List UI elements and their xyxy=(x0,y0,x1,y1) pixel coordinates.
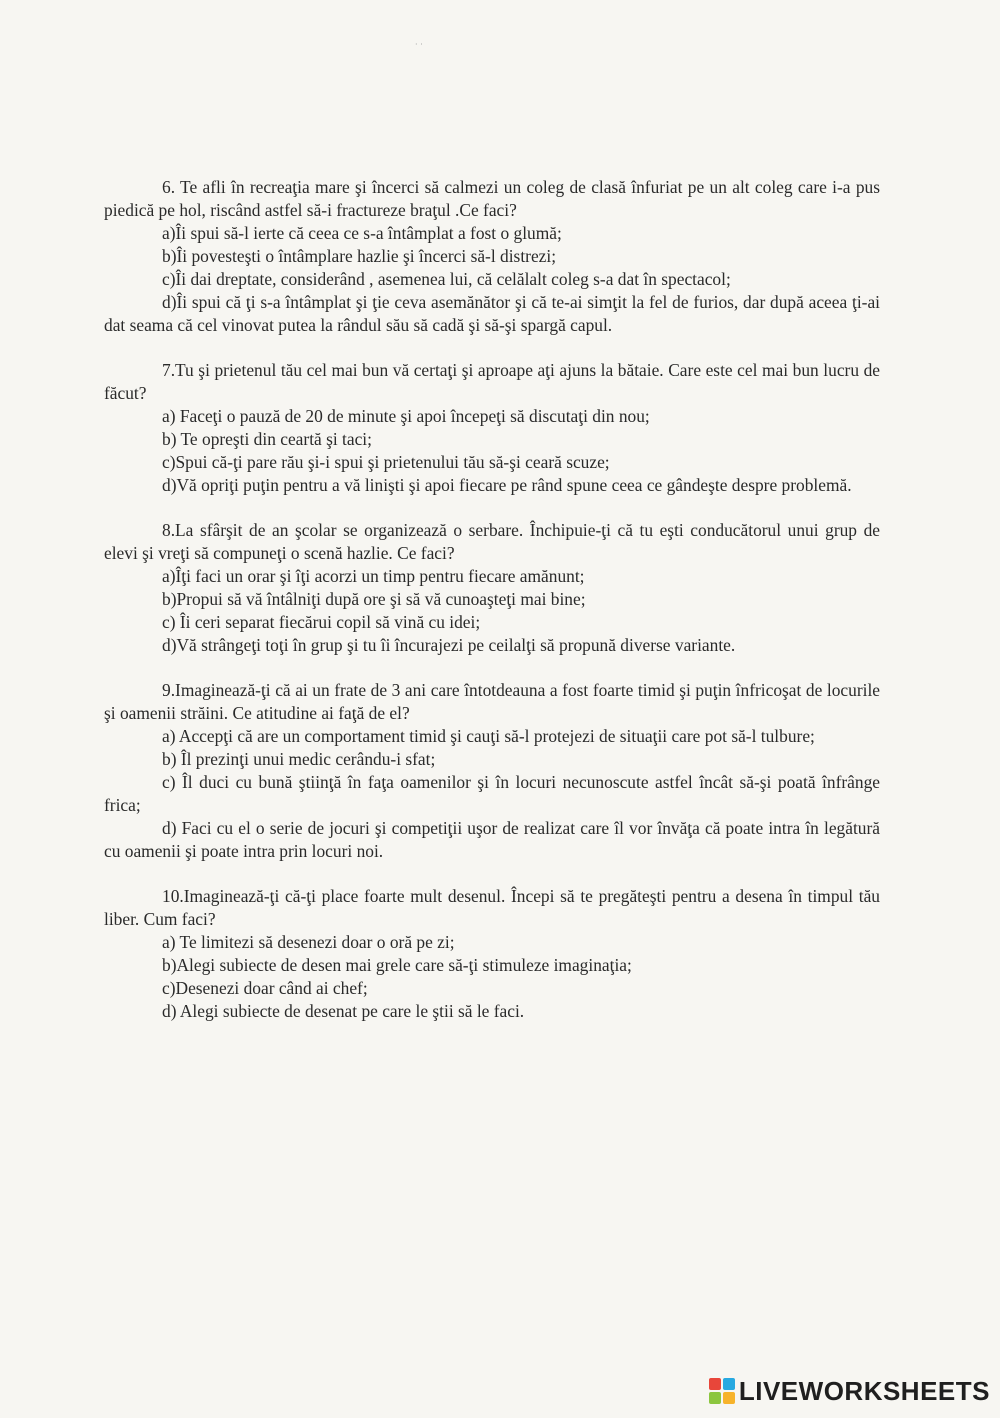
logo-square-blue xyxy=(723,1378,735,1390)
option-a: a) Te limitezi să desenezi doar o oră pe zi; xyxy=(162,932,455,952)
option-d: d) Alegi subiecte de desenat pe care le ştii să le faci. xyxy=(162,1001,525,1021)
option-c: c) Îi ceri separat fiecărui copil să vină cu idei; xyxy=(162,612,481,632)
liveworksheets-brand xyxy=(709,1376,990,1406)
question-text: 8.La sfârşit de an şcolar se organizează o serbare. Închipuie-ţi că tu eşti conducătorul unui grup de elevi şi vreţi să compuneţi o scenă hazlie. Ce faci? xyxy=(104,520,880,563)
liveworksheets-logo-icon xyxy=(709,1378,735,1404)
option-d: d)Vă strângeţi toţi în grup şi tu îi încurajezi pe ceilalţi să propună diverse variante. xyxy=(162,635,736,655)
question-text: 6. Te afli în recreaţia mare şi încerci să calmezi un coleg de clasă înfuriat pe un alt coleg care i-a pus piedică pe hol, riscând astfel să-i fractureze braţul .Ce faci? xyxy=(104,177,880,220)
option-b: b)Îi povesteşti o întâmplare hazlie şi încerci să-l distrezi; xyxy=(162,246,557,266)
logo-square-yellow xyxy=(723,1392,735,1404)
question-text: 9.Imaginează-ţi că ai un frate de 3 ani care întotdeauna a fost foarte timid şi puţin înfricoşat de locurile şi oamenii străini. Ce atitudine ai faţă de el? xyxy=(104,680,880,723)
question-6 xyxy=(104,176,880,337)
option-c: c) Îl duci cu bună ştiinţă în faţa oamenilor şi în locuri necunoscute astfel încât să-şi poată înfrânge frica; xyxy=(104,772,880,815)
logo-square-green xyxy=(709,1392,721,1404)
question-10 xyxy=(104,885,880,1023)
scan-dots: · · xyxy=(415,40,423,49)
option-c: c)Îi dai dreptate, considerând , asemenea lui, că celălalt coleg s-a dat în spectacol; xyxy=(162,269,731,289)
option-a: a) Faceţi o pauză de 20 de minute şi apoi începeţi să discutaţi din nou; xyxy=(162,406,650,426)
option-a: a)Îţi faci un orar şi îţi acorzi un timp pentru fiecare amănunt; xyxy=(162,566,585,586)
option-b: b)Propui să vă întâlniţi după ore şi să vă cunoaşteţi mai bine; xyxy=(162,589,586,609)
option-d: d) Faci cu el o serie de jocuri şi competiţii uşor de realizat care îl vor învăţa că poate intra în legătură cu oamenii şi poate intra prin locuri noi. xyxy=(104,818,880,861)
logo-square-red xyxy=(709,1378,721,1390)
option-b: b)Alegi subiecte de desen mai grele care să-ţi stimuleze imaginaţia; xyxy=(162,955,632,975)
option-a: a)Îi spui să-l ierte că ceea ce s-a întâmplat a fost o glumă; xyxy=(162,223,562,243)
option-b: b) Îl prezinţi unui medic cerându-i sfat; xyxy=(162,749,436,769)
option-d: d)Îi spui că ţi s-a întâmplat şi ţie ceva asemănător şi că te-ai simţit la fel de furios, dar după aceea ţi-ai dat seama că cel vinovat putea la rândul său să cadă şi să-şi spargă capul. xyxy=(104,292,880,335)
brand-text: LIVEWORKSHEETS xyxy=(738,1375,990,1406)
option-b: b) Te opreşti din ceartă şi taci; xyxy=(162,429,372,449)
option-c: c)Desenezi doar când ai chef; xyxy=(162,978,368,998)
question-9 xyxy=(104,679,880,863)
question-text: 10.Imaginează-ţi că-ţi place foarte mult desenul. Începi să te pregăteşti pentru a desena în timpul tău liber. Cum faci? xyxy=(104,886,880,929)
question-7 xyxy=(104,359,880,497)
question-8 xyxy=(104,519,880,657)
option-a: a) Accepţi că are un comportament timid şi cauţi să-l protejezi de situaţii care pot să-l tulbure; xyxy=(162,726,815,746)
option-c: c)Spui că-ţi pare rău şi-i spui şi prietenului tău să-şi ceară scuze; xyxy=(162,452,610,472)
worksheet-page xyxy=(104,176,880,1045)
question-text: 7.Tu şi prietenul tău cel mai bun vă certaţi şi aproape aţi ajuns la bătaie. Care este cel mai bun lucru de făcut? xyxy=(104,360,880,403)
option-d: d)Vă opriţi puţin pentru a vă linişti şi apoi fiecare pe rând spune ceea ce gândeşte despre problemă. xyxy=(162,475,852,495)
